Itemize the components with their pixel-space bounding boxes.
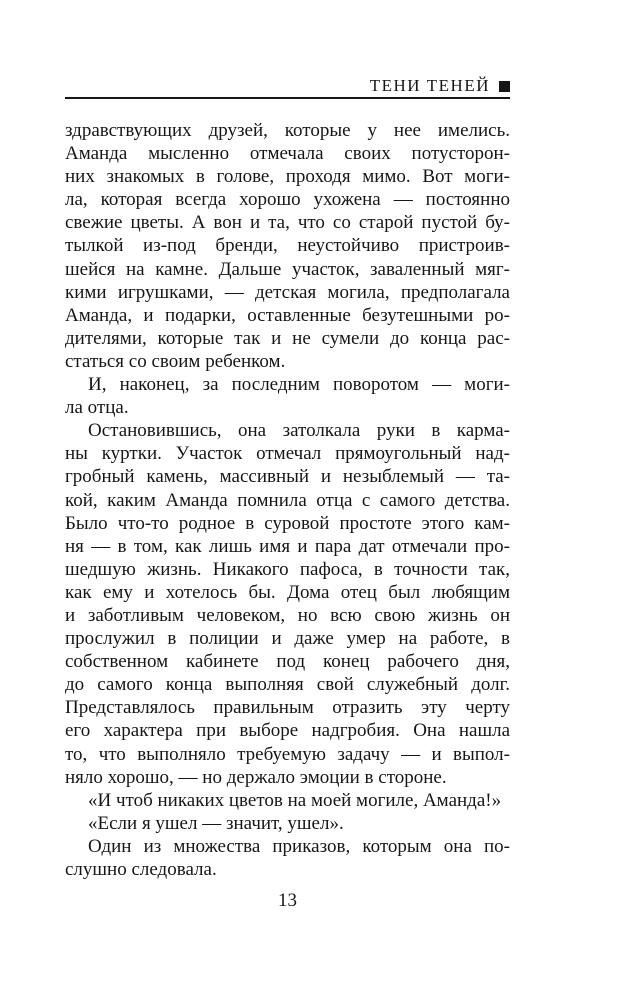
paragraph — [65, 419, 510, 789]
page-number: 13 — [278, 890, 297, 911]
paragraph — [65, 373, 510, 419]
text-line: его характера при выборе надгробия. Она нашла — [65, 720, 510, 742]
text-line: прослужил в полиции и даже умер на работе, в — [65, 628, 510, 650]
text-line: И, наконец, за последним поворотом — моги- — [88, 374, 510, 396]
text-line: Аманда, и подарки, оставленные безутешными ро- — [65, 304, 510, 326]
text-line: ла, которая всегда хорошо ухожена — постоянно — [65, 189, 510, 211]
text-line: ла отца. — [65, 397, 129, 419]
text-line: как ему и хотелось бы. Дома отец был любящим — [65, 581, 510, 603]
text-line: кими игрушками, — детская могила, предполагала — [65, 281, 510, 303]
text-line: «Если я ушел — значит, ушел». — [88, 812, 344, 834]
text-line: здравствующих друзей, которые у нее имелись. — [65, 120, 510, 141]
text-line: Было что-то родное в суровой простоте этого кам- — [65, 512, 510, 534]
paragraph — [65, 812, 510, 835]
text-line: няло хорошо, — но держало эмоции в стороне. — [65, 766, 447, 788]
text-line: слушно следовала. — [65, 859, 217, 880]
text-line: дителями, которые так и не сумели до конца рас- — [65, 327, 510, 349]
text-line: то, что выполняло требуемую задачу — и выпол- — [65, 743, 510, 765]
text-line: до самого конца выполняя свой служебный долг. — [65, 674, 510, 696]
running-header-title: ТЕНИ ТЕНЕЙ — [369, 76, 490, 95]
body-text — [65, 119, 510, 881]
text-line: Остановившись, она затолкала руки в карма- — [88, 420, 510, 442]
text-line: и заботливым человеком, но всю свою жизнь он — [65, 604, 510, 626]
text-line: «И чтоб никаких цветов на моей могиле, Аманда!» — [88, 789, 502, 811]
paragraph — [65, 789, 510, 812]
black-square-icon — [499, 81, 510, 92]
text-line: Один из множества приказов, которым она по- — [88, 835, 510, 857]
text-line: кой, каким Аманда помнила отца с самого детства. — [65, 489, 510, 511]
text-line: шедшую жизнь. Никакого пафоса, в точности так, — [65, 558, 510, 580]
running-header — [65, 75, 510, 97]
paragraph — [65, 119, 510, 373]
text-line: гробный камень, массивный и незыблемый — та- — [65, 466, 510, 488]
paragraph — [65, 835, 510, 881]
text-line: ня — в том, как лишь имя и пара дат отмечали про- — [65, 535, 510, 557]
header-rule — [65, 97, 510, 99]
text-line: статься со своим ребенком. — [65, 350, 286, 372]
text-line: свежие цветы. А вон и та, что со старой пустой бу- — [65, 212, 510, 234]
text-line: собственном кабинете под конец рабочего дня, — [65, 651, 510, 673]
text-line: Аманда мысленно отмечала своих потусторон- — [65, 143, 510, 165]
text-line: шейся на камне. Дальше участок, заваленный мяг- — [65, 258, 510, 280]
text-line: ны куртки. Участок отмечал прямоугольный над- — [65, 443, 510, 465]
text-line: Представлялось правильным отразить эту черту — [65, 697, 510, 719]
text-line: них знакомых в голове, проходя мимо. Вот моги- — [65, 166, 510, 188]
text-line: тылкой из-под бренди, неустойчиво пристроив- — [65, 235, 510, 257]
